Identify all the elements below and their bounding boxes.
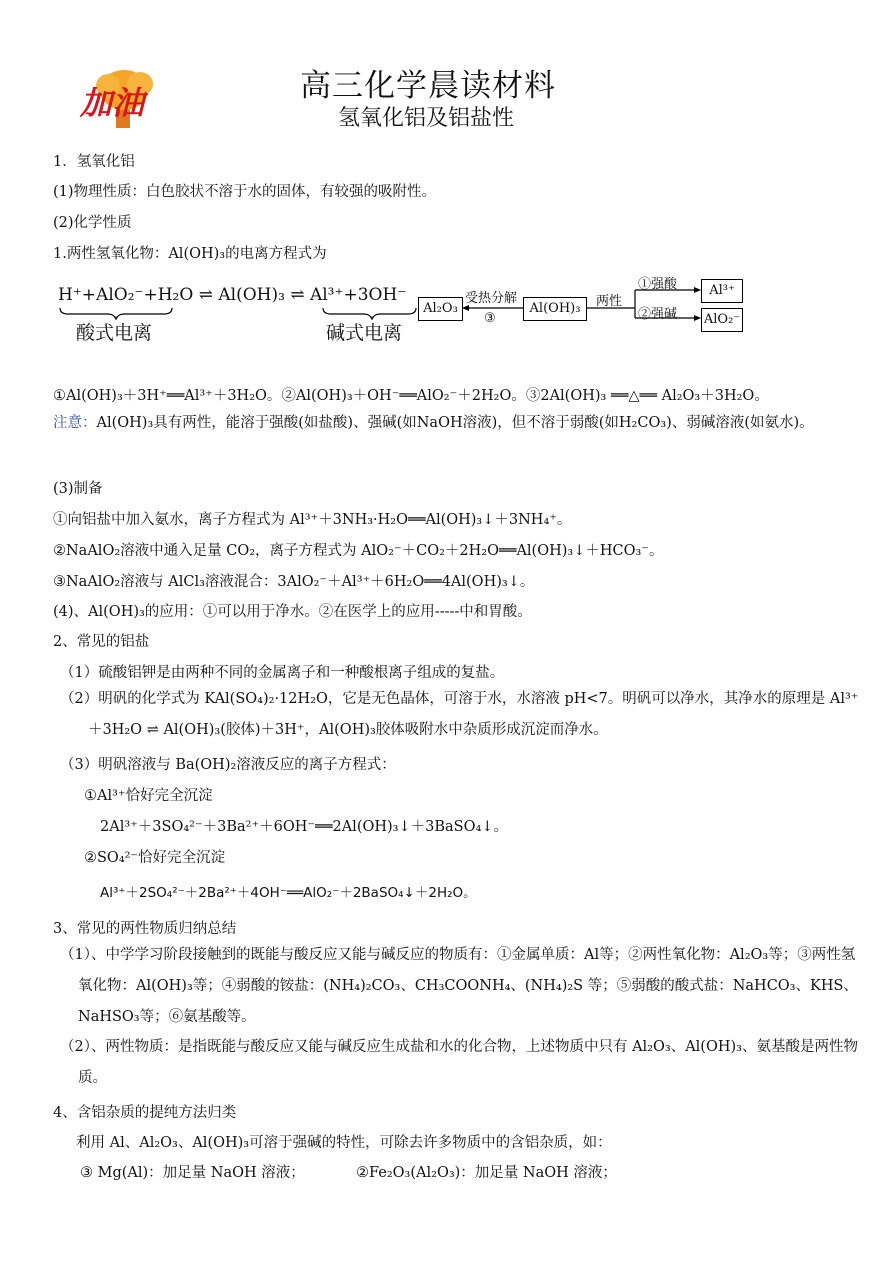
amphoteric-definition: （2）、两性物质：是指既能与酸反应又能与碱反应生成盐和水的化合物，上述物质中只有 Al₂O₃、Al(OH)₃、氨基酸是两性物质。: [60, 1039, 858, 1086]
purification-mg: ③ Mg(Al)：加足量 NaOH 溶液；: [80, 1165, 305, 1181]
application-line: (4)、Al(OH)₃的应用：①可以用于净水。②在医学上的应用-----中和胃酸。: [53, 604, 532, 620]
amphoteric-line: 1.两性氢氧化物：Al(OH)₃的电离方程式为: [53, 246, 327, 262]
box-al3plus: Al³⁺: [701, 279, 743, 303]
page-subtitle: 氢氧化铝及铝盐性: [338, 106, 515, 131]
section4-heading: 4、含铝杂质的提纯方法归类: [53, 1105, 237, 1121]
note-text: Al(OH)₃具有两性，能溶于强酸(如盐酸)、强碱(如NaOH溶液)，但不溶于弱酸(如H₂CO₃)、弱碱溶液(如氨水)。: [96, 415, 814, 431]
box-alo2: AlO₂⁻: [701, 308, 743, 332]
decompose-number: ③: [484, 311, 496, 326]
amphoteric-summary: （1）、中学学习阶段接触到的既能与酸反应又能与碱反应的物质有：①金属单质：Al等；②两性氧化物：Al₂O₃等；③两性氢氧化物：Al(OH)₃等；④弱酸的铵盐：(NH₄)₂CO₃、CH₃COONH₄、(NH₄)₂S 等；⑤弱酸的酸式盐：NaHCO₃、KHS、NaHSO₃等；⑥氨基酸等。: [60, 947, 858, 1025]
prep-item-3: ③NaAlO₂溶液与 AlCl₃溶液混合：3AlO₂⁻＋Al³⁺＋6H₂O══4Al(OH)₃↓。: [53, 574, 535, 590]
strong-base-label: ②强碱: [638, 307, 678, 322]
case-al3-equation: 2Al³⁺＋3SO₄²⁻＋3Ba²⁺＋6OH⁻══2Al(OH)₃↓＋3BaSO₄↓。: [100, 819, 508, 835]
note-label: 注意：: [53, 415, 97, 431]
physical-properties: (1)物理性质：白色胶状不溶于水的固体，有较强的吸附性。: [53, 184, 437, 200]
alum-salt-desc: （1）硫酸铝钾是由两种不同的金属离子和一种酸根离子组成的复盐。: [60, 665, 505, 681]
logo: [76, 66, 194, 130]
reaction-equations: ①Al(OH)₃＋3H⁺══Al³⁺＋3H₂O。②Al(OH)₃＋OH⁻══AlO₂⁻＋2H₂O。③2Al(OH)₃ ══△══ Al₂O₃＋3H₂O。: [53, 388, 769, 404]
section2-heading: 2、常见的铝盐: [53, 634, 150, 650]
prep-heading: (3)制备: [53, 481, 103, 497]
section3-heading: 3、常见的两性物质归纳总结: [53, 921, 237, 937]
note-paragraph: [53, 408, 869, 439]
strong-acid-label: ①强酸: [638, 277, 678, 292]
purification-fe2o3: ②Fe₂O₃(Al₂O₃)：加足量 NaOH 溶液；: [356, 1165, 617, 1181]
logo-text: 加油: [80, 84, 145, 122]
alum-paragraph: （2）明矾的化学式为 KAl(SO₄)₂·12H₂O，它是无色晶体，可溶于水，水溶液 pH<7。明矾可以净水，其净水的原理是 Al³⁺＋3H₂O ⇌ Al(OH)₃(胶体)＋3H⁺，Al(OH)₃胶体吸附水中杂质形成沉淀而净水。: [60, 691, 859, 738]
prep-item-2: ②NaAlO₂溶液中通入足量 CO₂，离子方程式为 AlO₂⁻＋CO₂＋2H₂O══Al(OH)₃↓＋HCO₃⁻。: [53, 543, 664, 559]
section1-heading: 1．氢氧化铝: [53, 154, 135, 170]
alum-baoh2-heading: （3）明矾溶液与 Ba(OH)₂溶液反应的离子方程式：: [60, 757, 396, 773]
box-aloh3: Al(OH)₃: [523, 297, 587, 321]
acid-ionization-label: 酸式电离: [76, 322, 153, 344]
page-title: 高三化学晨读材料: [300, 68, 556, 104]
chemical-properties: (2)化学性质: [53, 215, 132, 231]
case-so4-equation: Al³⁺＋2SO₄²⁻＋2Ba²⁺＋4OH⁻══AlO₂⁻＋2BaSO₄↓＋2H₂O。: [100, 885, 477, 901]
decompose-label: 受热分解: [465, 291, 518, 306]
case-so4-heading: ②SO₄²⁻恰好完全沉淀: [84, 850, 226, 866]
prep-item-1: ①向铝盐中加入氨水，离子方程式为 Al³⁺＋3NH₃·H₂O══Al(OH)₃↓＋3NH₄⁺。: [53, 512, 572, 528]
box-al2o3: Al₂O₃: [418, 297, 463, 321]
purification-intro: 利用 Al、Al₂O₃、Al(OH)₃可溶于强碱的特性，可除去许多物质中的含铝杂质，如：: [76, 1135, 612, 1151]
case-al3-heading: ①Al³⁺恰好完全沉淀: [84, 788, 213, 804]
amphoteric-label: 两性: [596, 294, 623, 309]
base-ionization-label: 碱式电离: [326, 322, 403, 344]
ionization-equation: H⁺+AlO₂⁻+H₂O ⇌ Al(OH)₃ ⇌ Al³⁺+3OH⁻: [58, 285, 407, 305]
